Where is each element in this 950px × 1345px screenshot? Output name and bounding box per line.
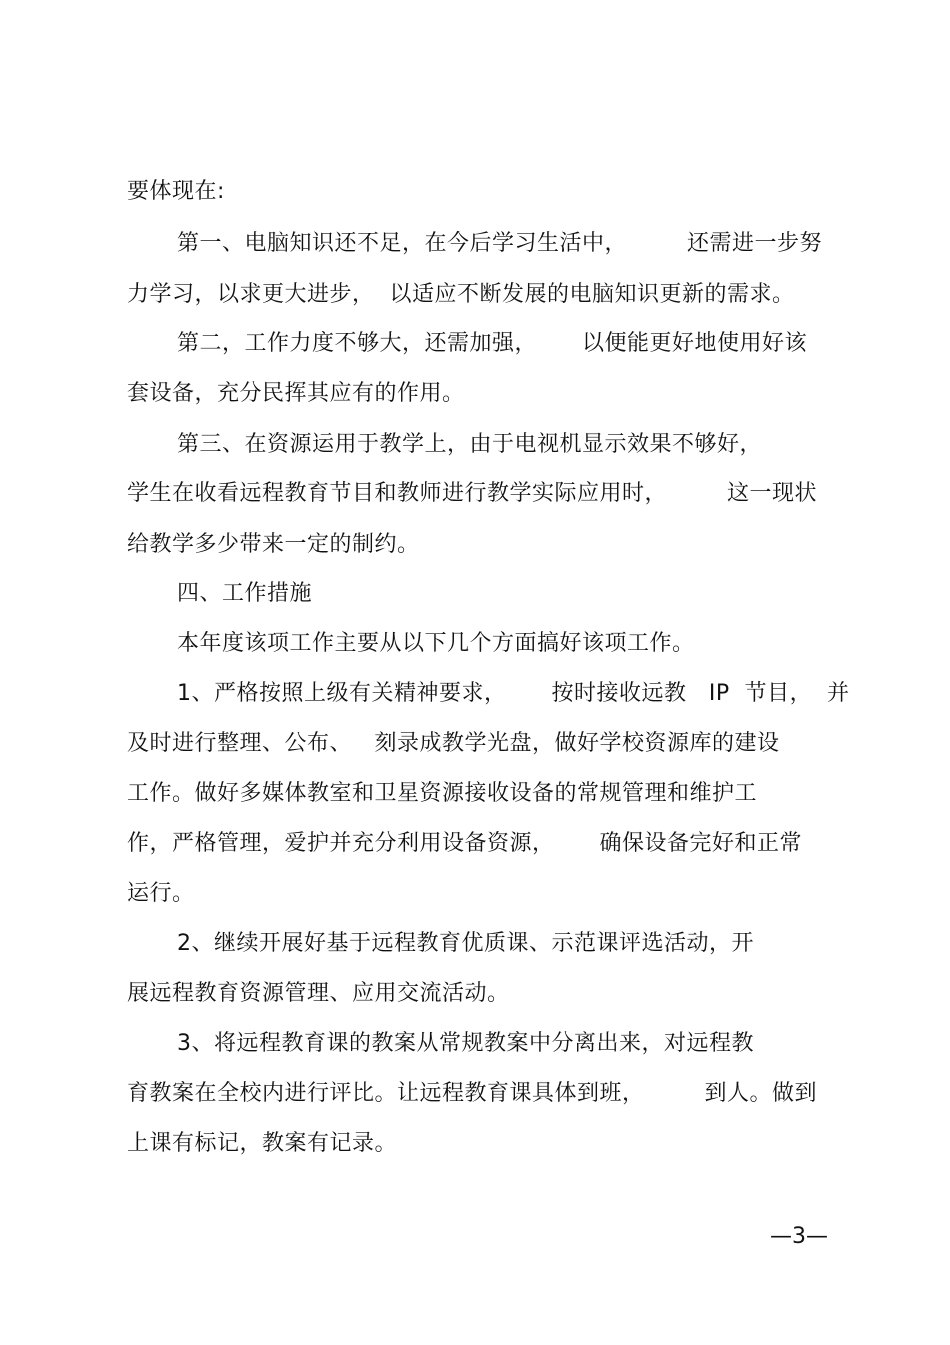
section-heading: 四、工作措施 <box>177 581 313 606</box>
text-line: 1、严格按照上级有关精神要求， 按时接收远教 IP 节目， 并 <box>177 681 850 706</box>
text-line: 展远程教育资源管理、应用交流活动。 <box>127 981 510 1006</box>
text-line: 第一、电脑知识还不足，在今后学习生活中， 还需进一步努 <box>177 231 822 256</box>
page-number: —3— <box>770 1224 828 1249</box>
text-line: 给教学多少带来一定的制约。 <box>127 532 420 557</box>
text-line: 第三、在资源运用于教学上，由于电视机显示效果不够好， <box>177 432 763 457</box>
text-line: 第二，工作力度不够大，还需加强， 以便能更好地使用好该 <box>177 331 807 356</box>
text-line: 上课有标记，教案有记录。 <box>127 1131 398 1156</box>
text-line: 套设备，充分民挥其应有的作用。 <box>127 381 465 406</box>
text-line: 工作。做好多媒体教室和卫星资源接收设备的常规管理和维护工 <box>127 781 758 806</box>
text-line: 3、将远程教育课的教案从常规教案中分离出来，对远程教 <box>177 1031 754 1056</box>
text-line: 学生在收看远程教育节目和教师进行教学实际应用时， 这一现状 <box>127 481 817 506</box>
text-line: 运行。 <box>127 881 195 906</box>
text-line: 作，严格管理，爱护并充分利用设备资源， 确保设备完好和正常 <box>127 831 802 856</box>
text-line: 力学习，以求更大进步， 以适应不断发展的电脑知识更新的需求。 <box>127 282 795 307</box>
text-line: 本年度该项工作主要从以下几个方面搞好该项工作。 <box>177 631 695 656</box>
text-line: 要体现在: <box>127 179 225 204</box>
text-line: 育教案在全校内进行评比。让远程教育课具体到班， 到人。做到 <box>127 1081 817 1106</box>
text-line: 2、继续开展好基于远程教育优质课、示范课评选活动，开 <box>177 931 754 956</box>
text-line: 及时进行整理、公布、 刻录成教学光盘，做好学校资源库的建设 <box>127 731 780 756</box>
